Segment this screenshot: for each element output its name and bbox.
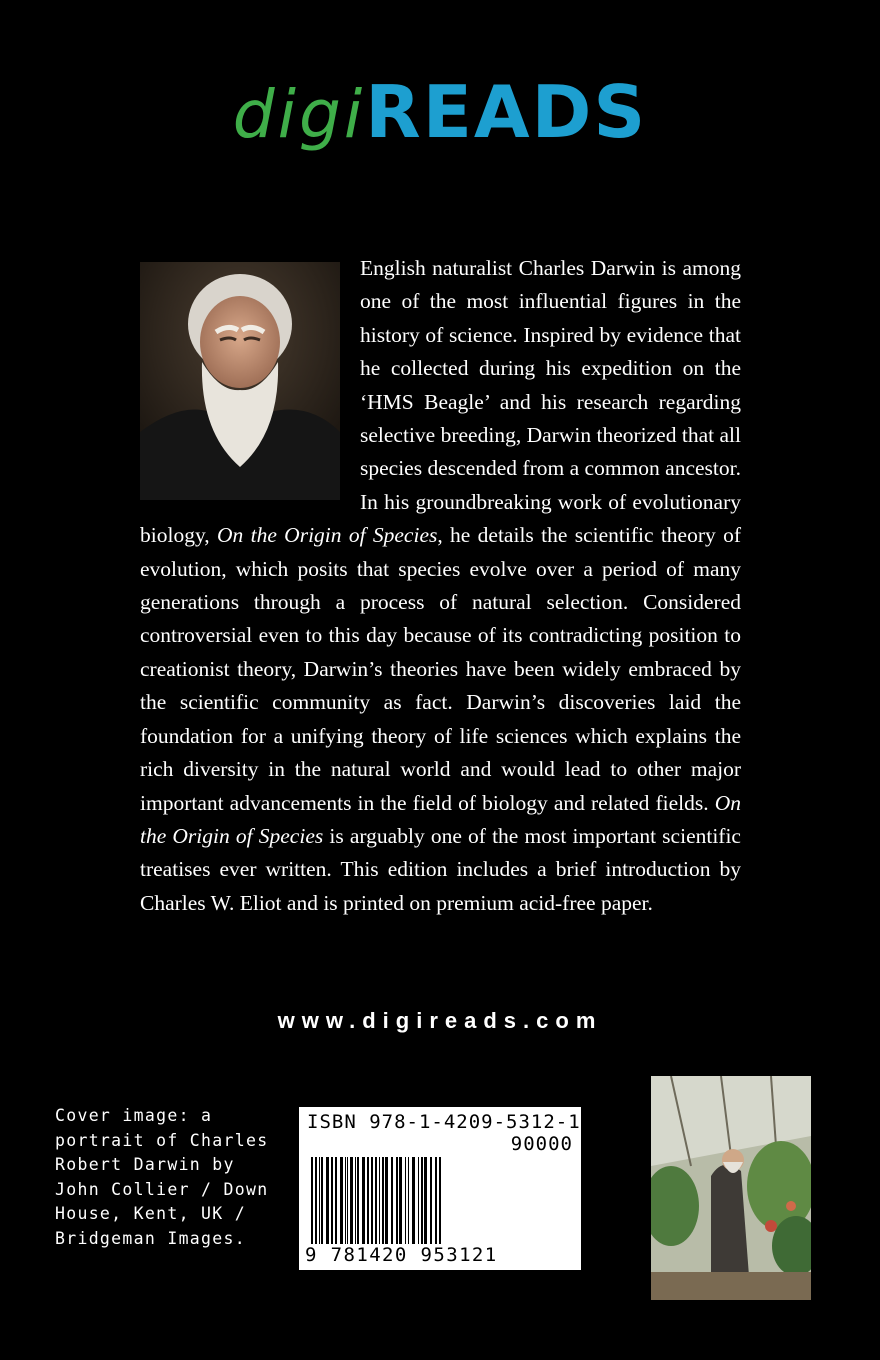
book-title-2: On the Origin of Species [140, 790, 741, 848]
barcode-bar [418, 1157, 419, 1249]
barcode-bar [375, 1157, 377, 1257]
barcode-bar [371, 1157, 373, 1257]
barcode-bar [350, 1157, 353, 1249]
blurb-text-3: is arguably one of the most important scientific treatises ever written. This edition includes a brief introduction by Charles W. Eliot and is printed on premium acid-free paper. [140, 823, 741, 915]
barcode-bar [367, 1157, 369, 1249]
barcode-bar [311, 1157, 313, 1257]
isbn-number: ISBN 978-1-4209-5312-1 [307, 1111, 581, 1133]
barcode-bar [421, 1157, 423, 1249]
digireads-logo [0, 70, 880, 154]
darwin-greenhouse-painting [651, 1076, 811, 1300]
barcode-bar [362, 1157, 365, 1249]
ean-digits: 9 781420 953121 [305, 1244, 498, 1266]
barcode-bar [435, 1157, 437, 1257]
barcode-bar [347, 1157, 348, 1249]
book-title-1: On the Origin of Species [217, 523, 438, 548]
barcode-bar [319, 1157, 320, 1249]
barcode-bar [424, 1157, 427, 1249]
barcode-bar [405, 1157, 406, 1249]
book-description [140, 252, 741, 920]
blurb-text-1: English naturalist Charles Darwin is among one of the most influential figures in the history of science. Inspired by evidence that he collected during his expedition on the ‘HMS Beagle’ and his research regarding selective breeding, Darwin theorized that all species descended from a common ancestor. In his groundbreaking work of evolutionary biology, [140, 256, 741, 548]
barcode-bar [379, 1157, 380, 1249]
website-url: www.digireads.com [277, 1008, 603, 1033]
portrait-spacer [140, 252, 360, 502]
barcode-bar [408, 1157, 409, 1249]
logo-reads: READS [365, 70, 648, 154]
barcode-bar [430, 1157, 432, 1249]
barcode-bar [335, 1157, 337, 1249]
barcode-bar [391, 1157, 393, 1249]
barcode-bar [340, 1157, 343, 1249]
price-code: 90000 [510, 1133, 573, 1155]
logo-digi: digi [232, 76, 366, 153]
barcode-bar [355, 1157, 356, 1249]
cover-image-credit: Cover image: a portrait of Charles Robert Darwin by John Collier / Down House, Kent, UK / Bridgeman Images. [55, 1106, 269, 1248]
barcode-bar [315, 1157, 317, 1257]
barcode-bar [412, 1157, 415, 1249]
barcode-bar [345, 1157, 346, 1249]
barcode-bar [321, 1157, 323, 1249]
barcode-bar [399, 1157, 402, 1249]
barcode-bar [385, 1157, 388, 1249]
barcode-bar [326, 1157, 329, 1249]
barcode-bar [331, 1157, 333, 1249]
barcode-bar [357, 1157, 359, 1249]
blurb-text-2: , he details the scientific theory of evolution, which posits that species evolve over a period of many generations through a process of natural selection. Considered controversial even to this day because of its contradicting position to creationist theory, Darwin’s theories have been widely embraced by the scientific community as fact. Darwin’s discoveries laid the foundation for a unifying theory of life sciences which explains the rich diversity in the natural world and would lead to other major important advancements in the field of biology and related fields. [140, 523, 741, 815]
barcode-bar [382, 1157, 384, 1249]
isbn-barcode [299, 1107, 581, 1270]
barcode-bar [439, 1157, 441, 1257]
barcode-bar [396, 1157, 398, 1249]
